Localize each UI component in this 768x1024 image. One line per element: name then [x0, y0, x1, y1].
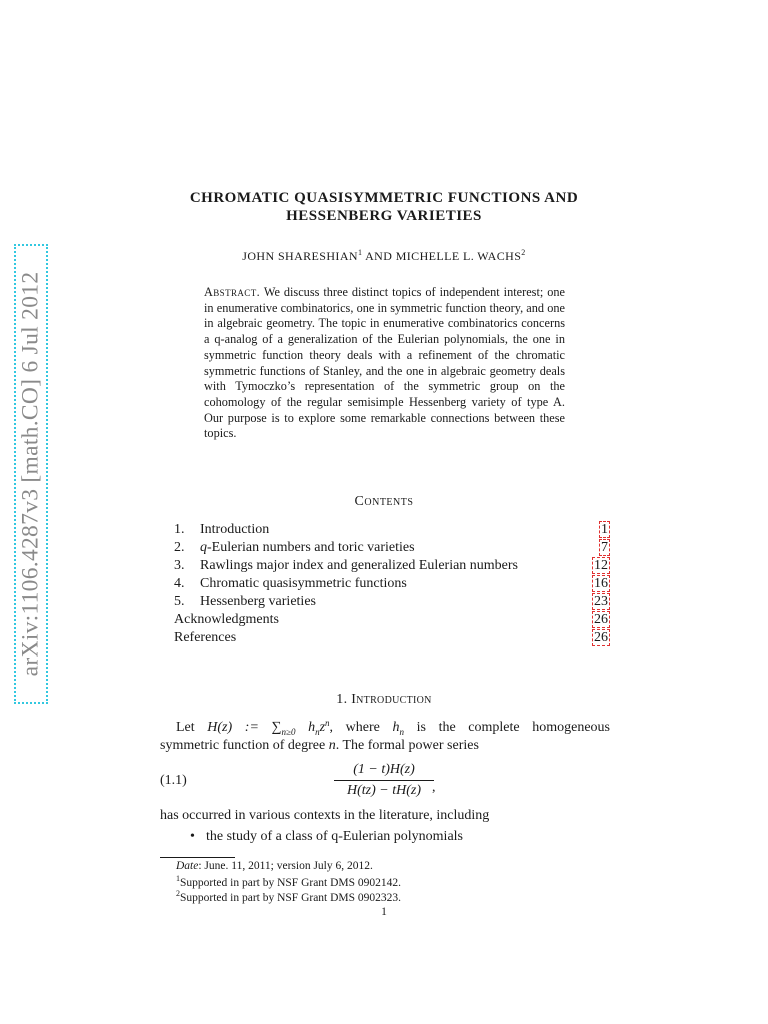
author-2: MICHELLE L. WACHS: [395, 249, 522, 263]
paper-title-line-1: CHROMATIC QUASISYMMETRIC FUNCTIONS AND: [189, 190, 579, 206]
bullet-icon: •: [190, 829, 195, 844]
footnote-2: [176, 891, 401, 905]
toc-number: 3.: [174, 558, 185, 573]
author-list: [0, 249, 768, 264]
equation-denominator: H(tz) − tH(z): [347, 783, 421, 798]
toc-number: 1.: [174, 522, 185, 537]
equation-numerator: (1 − t)H(z): [334, 761, 434, 781]
toc-title: References: [174, 630, 237, 645]
toc-page-link[interactable]: 23: [594, 594, 608, 609]
toc-page-link[interactable]: 12: [594, 558, 608, 573]
equation-fraction: [334, 761, 434, 800]
toc-page-link[interactable]: 26: [594, 630, 608, 645]
math-H: H(z) := ∑: [207, 720, 282, 735]
math-h: h: [295, 720, 316, 735]
abstract: [204, 285, 565, 442]
footnote-2-text: Supported in part by NSF Grant DMS 0902323.: [180, 892, 402, 904]
contents-heading: Contents: [354, 494, 414, 509]
toc-title-rest: -Eulerian numbers and toric varieties: [207, 540, 415, 555]
footnote-date: [176, 859, 373, 873]
toc-page-link[interactable]: 16: [594, 576, 608, 591]
footnote-1-text: Supported in part by NSF Grant DMS 0902142.: [180, 877, 402, 889]
toc-title: Rawlings major index and generalized Eulerian numbers: [200, 558, 519, 573]
abstract-label: Abstract.: [204, 285, 261, 299]
toc-entry[interactable]: [174, 521, 610, 539]
text-run: is the complete homogeneous: [403, 720, 610, 735]
footnote-date-label: Date: [176, 860, 199, 872]
math-z: z: [319, 720, 326, 735]
toc-title: Hessenberg varieties: [200, 594, 316, 609]
abstract-text: We discuss three distinct topics of independent interest; one in enumerative combinatorics, one in symmetric function theory, and one in algebraic geometry. The topic in enumerative combinatorics concerns a q-analog of a generalization of the Eulerian polynomials, the one in symmetric function theory deals with a refinement of the chromatic symmetric functions of Stanley, and the one in algebraic geometry deals with Tymoczko’s representation of the symmetric group on the cohomology of the regular semisimple Hessenberg variety of type A. Our purpose is to explore some remarkable connections between these topics.: [204, 285, 566, 441]
intro-paragraph-line-2: [160, 737, 479, 755]
author-2-footnote-mark: 2: [521, 248, 526, 257]
toc-number: 4.: [174, 576, 185, 591]
toc-title: [200, 539, 415, 557]
toc-page-link[interactable]: 7: [601, 540, 608, 555]
math-sup: n: [325, 718, 330, 728]
toc-title-q: q: [200, 540, 207, 555]
intro-paragraph-line-3: has occurred in various contexts in the literature, including: [160, 808, 490, 823]
toc-entry[interactable]: [174, 593, 610, 611]
math-sub: n: [315, 726, 320, 737]
toc-number: 5.: [174, 594, 185, 609]
text-run: symmetric function of degree: [160, 738, 329, 753]
toc-entry[interactable]: [174, 539, 610, 557]
toc-entry[interactable]: [174, 611, 610, 629]
toc-entry[interactable]: [174, 575, 610, 593]
bullet-item: the study of a class of q-Eulerian polynomials: [206, 829, 463, 844]
arxiv-stamp[interactable]: arXiv:1106.4287v3 [math.CO] 6 Jul 2012: [17, 271, 44, 677]
toc-entry[interactable]: [174, 557, 610, 575]
toc-title: Introduction: [200, 522, 270, 537]
text-run: . The formal power series: [335, 738, 479, 753]
footnote-2-mark: 2: [176, 889, 180, 898]
toc-number: 2.: [174, 540, 185, 555]
equation-comma: ,: [432, 780, 436, 795]
math-h: h: [392, 720, 400, 735]
footnote-rule: [160, 857, 235, 858]
author-1: JOHN SHARESHIAN: [242, 249, 358, 263]
footnote-date-text: : June. 11, 2011; version July 6, 2012.: [198, 860, 373, 872]
footnote-1-mark: 1: [176, 874, 180, 883]
footnote-1: [176, 876, 401, 890]
toc-title: Acknowledgments: [174, 612, 279, 627]
toc-entry[interactable]: [174, 629, 610, 647]
paper-title-line-2: HESSENBERG VARIETIES: [286, 208, 482, 224]
math-n: n: [328, 738, 336, 753]
text-run: Let: [176, 720, 208, 735]
author-connector: AND: [362, 249, 396, 263]
author-1-footnote-mark: 1: [357, 248, 363, 257]
equation-label: (1.1): [160, 773, 187, 788]
text-run: , where: [329, 720, 393, 735]
math-sub: n≥0: [281, 726, 296, 737]
toc-title: Chromatic quasisymmetric functions: [200, 576, 407, 591]
toc-page-link[interactable]: 1: [601, 522, 608, 537]
toc-page-link[interactable]: 26: [594, 612, 608, 627]
section-heading: 1. Introduction: [336, 692, 432, 707]
math-sub: n: [399, 726, 404, 737]
page-number: 1: [381, 906, 387, 918]
